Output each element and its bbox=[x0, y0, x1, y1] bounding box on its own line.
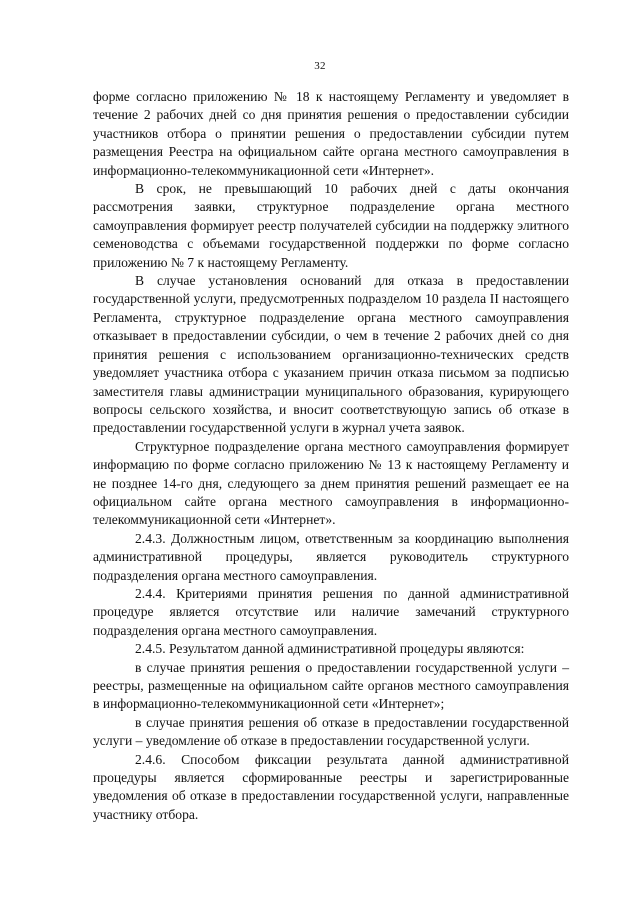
paragraph-2-4-6: 2.4.6. Способом фиксации результата данной административной процедуры является сформированные реестры и зарегистрированные уведомления об отказе в предоставлении государственной услуги, направленные участнику отбора. bbox=[93, 751, 569, 822]
paragraph-information-publication: Структурное подразделение органа местного самоуправления формирует информацию по форме согласно приложению № 13 к настоящему Регламенту и не позднее 14-го дня, следующего за днем принятия решений размещает ее на официальном сайте органа местного самоуправления в информационно-телекоммуникационной сети «Интернет». bbox=[93, 438, 569, 528]
paragraph-registry-deadline: В срок, не превышающий 10 рабочих дней с даты окончания рассмотрения заявки, структурное подразделение органа местного самоуправления формирует реестр получателей субсидии на поддержку элитного семеноводства с объемами государственной поддержки по форме согласно приложению № 7 к настоящему Регламенту. bbox=[93, 181, 569, 270]
paragraph-2-4-4: 2.4.4. Критериями принятия решения по данной административной процедуре является отсутствие или наличие замечаний структурного подразделения органа местного самоуправления. bbox=[93, 585, 569, 638]
paragraph-result-approval: в случае принятия решения о предоставлении государственной услуги – реестры, размещенные на официальном сайте органов местного самоуправления в информационно-телекоммуникационной сети «Интернет»; bbox=[93, 659, 569, 712]
paragraph-result-refusal: в случае принятия решения об отказе в предоставлении государственной услуги – уведомление об отказе в предоставлении государственной услуги. bbox=[93, 714, 569, 749]
paragraph-2-4-3: 2.4.3. Должностным лицом, ответственным за координацию выполнения административной процедуры, является руководитель структурного подразделения органа местного самоуправления. bbox=[93, 530, 569, 583]
paragraph-continuation: форме согласно приложению № 18 к настоящему Регламенту и уведомляет в течение 2 рабочих дней со дня принятия решения о предоставлении субсидии участников отбора о принятии решения о предоставлении субсидии путем размещения Реестра на официальном сайте органа местного самоуправления в информационно-телекоммуникационной сети «Интернет». bbox=[93, 89, 569, 178]
paragraph-2-4-5: 2.4.5. Результатом данной административной процедуры являются: bbox=[135, 641, 525, 657]
page-number: 32 bbox=[314, 60, 326, 72]
paragraph-refusal-grounds: В случае установления оснований для отказа в предоставлении государственной услуги, предусмотренных подразделом 10 раздела II настоящего Регламента, структурное подразделение органа местного самоуправления отказывает в предоставлении субсидии, о чем в течение 2 рабочих дней со дня принятия решения с использованием организационно-технических средств уведомляет участника отбора с указанием причин отказа письмом за подписью заместителя главы администрации муниципального образования, курирующего вопросы сельского хозяйства, и вносит соответствующую запись об отказе в предоставлении государственной услуги в журнал учета заявок. bbox=[93, 273, 569, 436]
document-body bbox=[93, 88, 569, 824]
